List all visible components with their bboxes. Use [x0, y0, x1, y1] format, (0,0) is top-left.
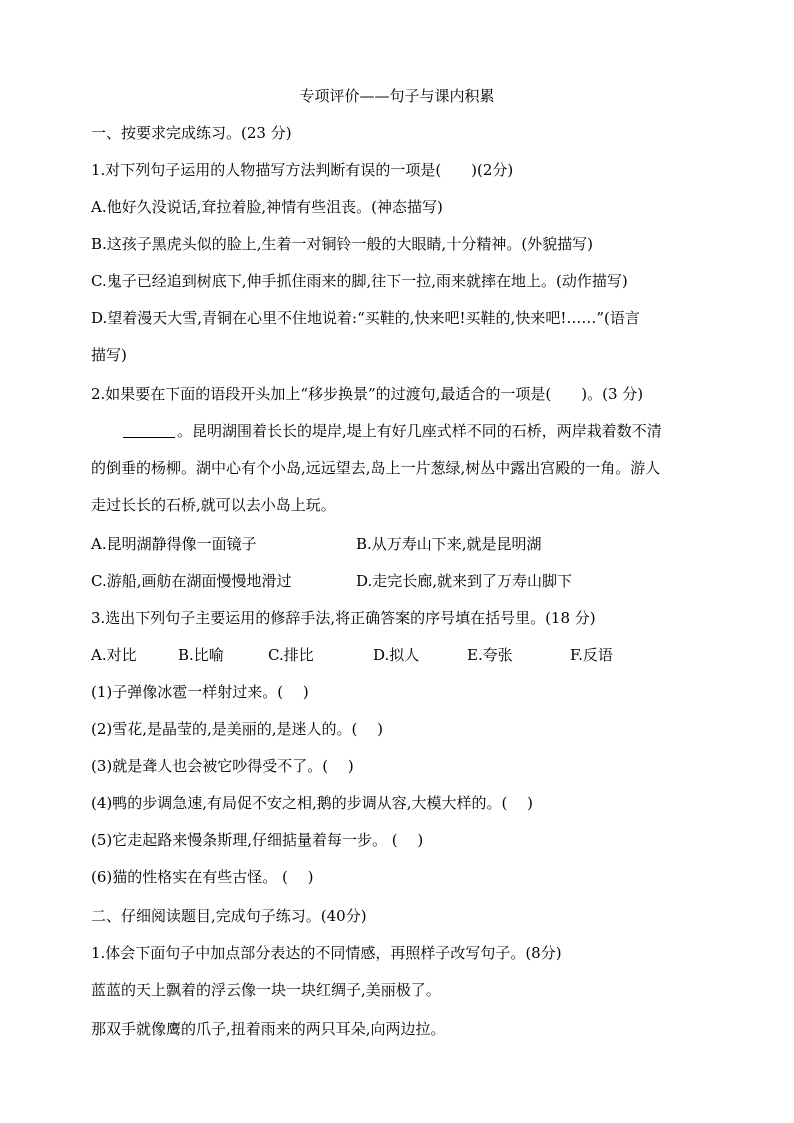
- q2-option-c: C.游船,画舫在湖面慢慢地滑过: [91, 572, 292, 590]
- section1-heading: 一、按要求完成练习。(23 分): [91, 124, 292, 142]
- section2-heading: 二、仔细阅读题目,完成句子练习。(40分): [91, 907, 367, 925]
- q2-option-d: D.走完长廊,就来到了万寿山脚下: [356, 572, 573, 590]
- q3-option-b: B.比喻: [178, 646, 224, 664]
- q2-passage-line1: [123, 421, 662, 441]
- passage-text: 。昆明湖围着长长的堤岸,堤上有好几座式样不同的石桥，两岸栽着数不清: [177, 422, 662, 440]
- q3-item-2: (2)雪花,是晶莹的,是美丽的,是迷人的。( ): [91, 720, 384, 738]
- q3-item-1: (1)子弹像冰雹一样射过来。( ): [91, 683, 309, 701]
- page-title: 专项评价——句子与课内积累: [299, 87, 495, 105]
- q1-option-a: A.他好久没说话,耷拉着脸,神情有些沮丧。(神态描写): [91, 198, 443, 216]
- q3-option-f: F.反语: [570, 646, 613, 664]
- q2-option-b: B.从万寿山下来,就是昆明湖: [356, 535, 542, 553]
- answer-blank[interactable]: [123, 423, 175, 438]
- q1-option-d: D.望着漫天大雪,青铜在心里不住地说着:“买鞋的,快来吧!买鞋的,快来吧!……”(语言: [91, 309, 640, 327]
- q1-stem: 1.对下列句子运用的人物描写方法判断有误的一项是( )(2分): [91, 161, 514, 179]
- q3-item-6: (6)猫的性格实在有些古怪。 ( ): [91, 868, 314, 886]
- q1-option-d-cont: 描写): [91, 346, 127, 364]
- q2-passage-line3: 走过长长的石桥,就可以去小岛上玩。: [91, 496, 336, 514]
- s2-q1-stem: 1.体会下面句子中加点部分表达的不同情感，再照样子改写句子。(8分): [91, 944, 562, 962]
- q3-option-d: D.拟人: [373, 646, 420, 664]
- q3-option-c: C.排比: [268, 646, 314, 664]
- q2-stem: 2.如果要在下面的语段开头加上“移步换景”的过渡句,最适合的一项是( )。(3 分): [91, 385, 644, 403]
- q3-item-3: (3)就是聋人也会被它吵得受不了。( ): [91, 757, 354, 775]
- q3-stem: 3.选出下列句子主要运用的修辞手法,将正确答案的序号填在括号里。(18 分): [91, 609, 596, 627]
- q3-option-e: E.夸张: [467, 646, 513, 664]
- q3-item-5: (5)它走起路来慢条斯理,仔细掂量着每一步。 ( ): [91, 831, 424, 849]
- s2-q1-sentence2: 那双手就像鹰的爪子,扭着雨来的两只耳朵,向两边拉。: [91, 1020, 446, 1038]
- q3-item-4: (4)鸭的步调急速,有局促不安之相,鹅的步调从容,大模大样的。( ): [91, 794, 534, 812]
- q3-option-a: A.对比: [91, 646, 137, 664]
- q2-option-a: A.昆明湖静得像一面镜子: [91, 535, 257, 553]
- q1-option-b: B.这孩子黑虎头似的脸上,生着一对铜铃一般的大眼睛,十分精神。(外貌描写): [91, 235, 594, 253]
- q1-option-c: C.鬼子已经追到树底下,伸手抓住雨来的脚,往下一拉,雨来就摔在地上。(动作描写): [91, 272, 628, 290]
- q2-passage-line2: 的倒垂的杨柳。湖中心有个小岛,远远望去,岛上一片葱绿,树丛中露出宫殿的一角。游人: [91, 459, 661, 477]
- s2-q1-sentence1: 蓝蓝的天上飘着的浮云像一块一块红绸子,美丽极了。: [91, 981, 441, 999]
